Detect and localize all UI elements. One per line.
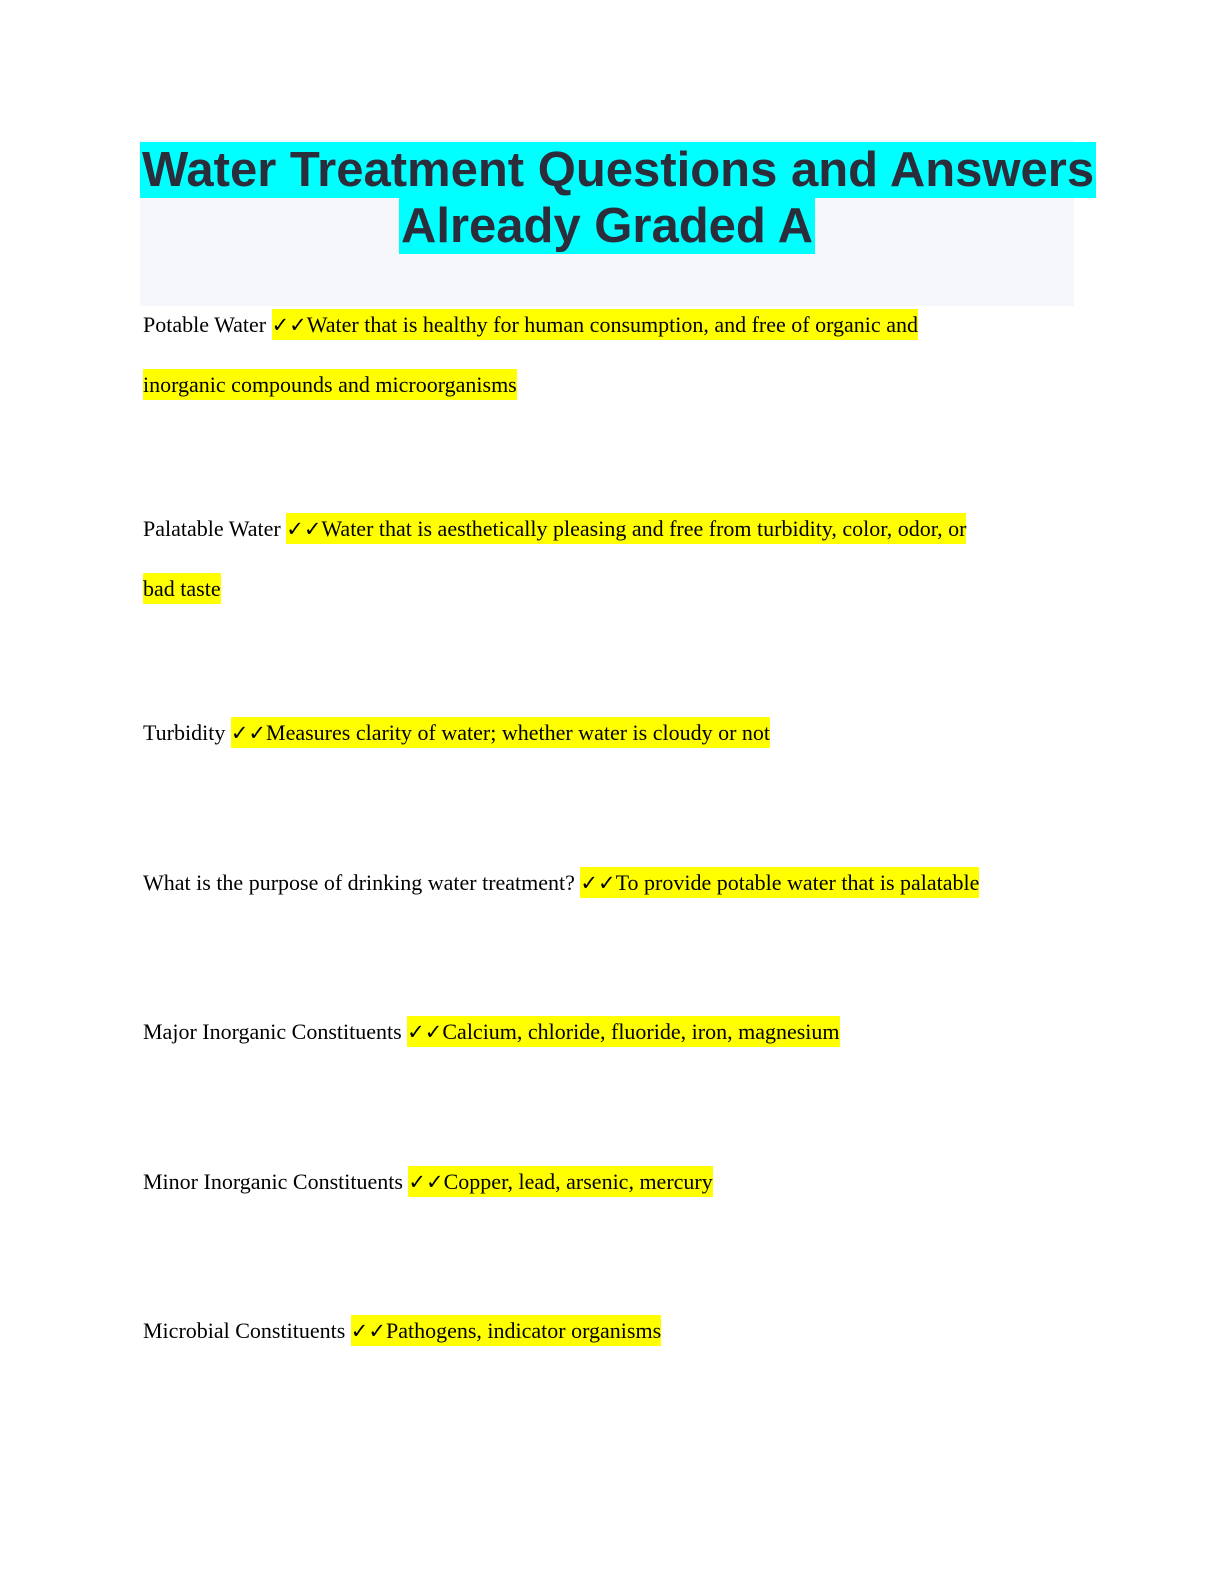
title-block [140,140,1095,306]
check-mark-icon: ✓✓ [580,871,616,895]
qa-answer-text: Pathogens, indicator organisms [385,1318,662,1343]
qa-entry-major-inorganic [143,1002,1073,1062]
title-row-2 [140,198,1074,254]
check-mark-icon: ✓✓ [230,721,267,745]
qa-answer-continued: inorganic compounds and microorganisms [143,369,517,400]
document-title-line-2: Already Graded A [400,199,814,253]
qa-term: Palatable Water [143,516,287,541]
qa-line [143,1002,1073,1062]
qa-answer-text: Water that is healthy for human consumption, and free of organic and [306,312,918,337]
check-mark-icon: ✓✓ [350,1319,386,1343]
check-mark-icon: ✓✓ [271,313,307,337]
qa-line [143,559,1073,618]
qa-line [143,1152,1073,1212]
qa-line [143,853,1073,913]
qa-line [143,499,1073,559]
qa-entry-microbial [143,1301,1073,1361]
check-mark-icon: ✓✓ [407,1020,443,1044]
qa-answer [272,309,918,340]
qa-answer [351,1315,661,1346]
qa-answer-text: Measures clarity of water; whether water is cloudy or not [266,720,771,745]
check-mark-icon: ✓✓ [286,517,322,541]
qa-entry-potable-water [143,295,1073,414]
qa-term: Major Inorganic Constituents [143,1019,408,1044]
document-title-line-1: Water Treatment Questions and Answers [142,143,1095,197]
qa-term: Potable Water [143,312,272,337]
qa-line [143,295,1073,355]
qa-answer-continued: bad taste [143,573,221,604]
title-row-1 [140,142,1095,198]
qa-answer [286,513,966,544]
qa-entry-palatable-water [143,499,1073,618]
qa-line [143,355,1073,414]
qa-answer-text: To provide potable water that is palatable [615,870,980,895]
qa-answer-text: Water that is aesthetically pleasing and free from turbidity, color, odor, or [321,516,967,541]
qa-entry-treatment-purpose [143,853,1073,913]
qa-entry-minor-inorganic [143,1152,1073,1212]
qa-answer [580,867,979,898]
qa-answer [407,1016,839,1047]
qa-term: What is the purpose of drinking water treatment? [143,870,581,895]
qa-answer [231,717,770,748]
qa-term: Minor Inorganic Constituents [143,1169,409,1194]
qa-term: Turbidity [143,720,231,745]
qa-line [143,703,1073,763]
check-mark-icon: ✓✓ [408,1170,444,1194]
qa-line [143,1301,1073,1361]
qa-answer-text: Copper, lead, arsenic, mercury [443,1169,713,1194]
qa-term: Microbial Constituents [143,1318,351,1343]
qa-answer [408,1166,712,1197]
qa-answer-text: Calcium, chloride, fluoride, iron, magnesium [442,1019,840,1044]
qa-entry-turbidity [143,703,1073,763]
